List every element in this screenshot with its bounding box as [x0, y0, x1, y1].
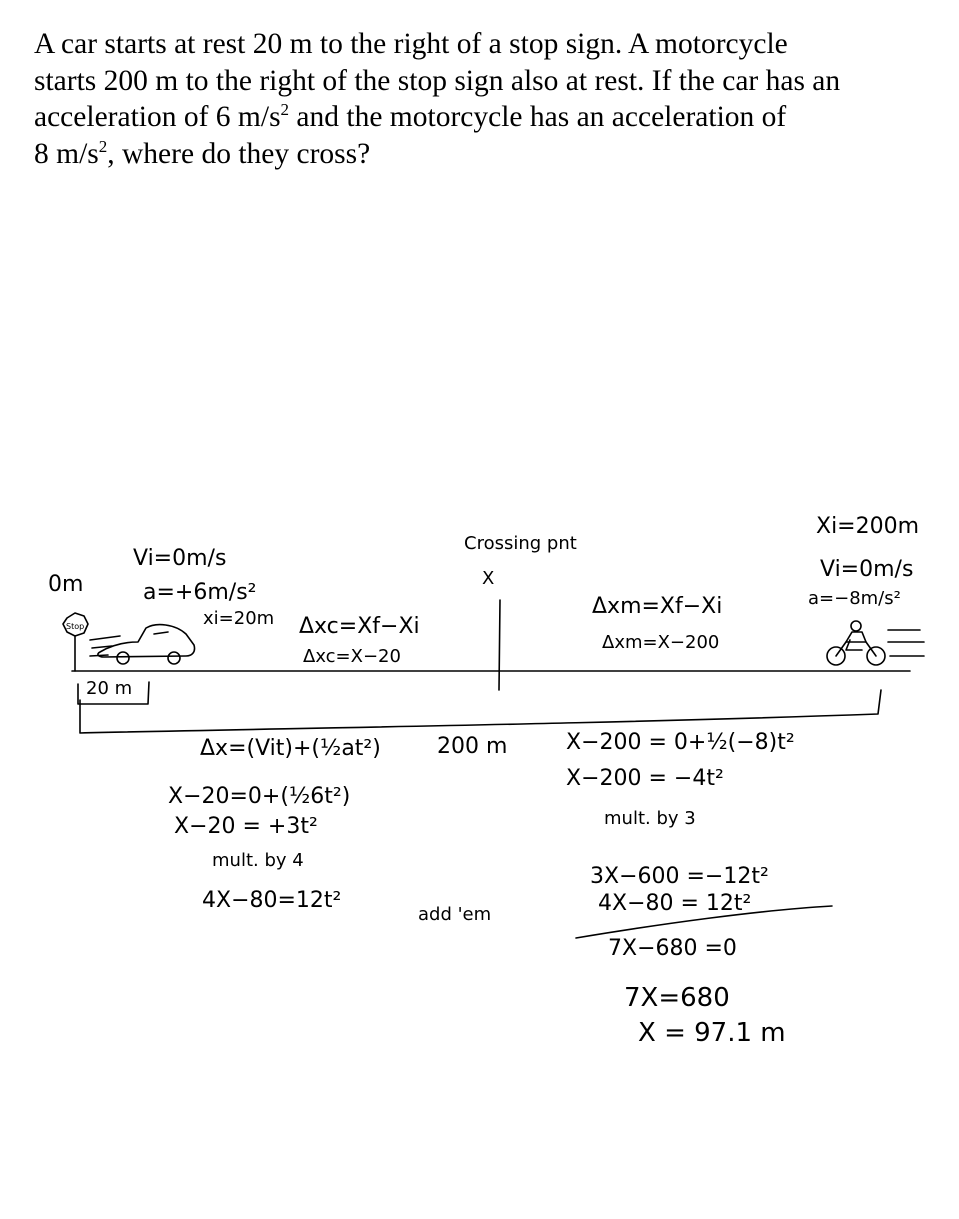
motorcycle-initial-velocity: Vi=0m/s	[820, 557, 914, 582]
car-multiply-note: mult. by 4	[212, 850, 304, 871]
motorcycle-equation-simplified: X−200 = −4t²	[566, 766, 724, 791]
problem-line-3-text: acceleration of 6 m/s	[34, 101, 281, 133]
total-span-label: 200 m	[437, 734, 508, 759]
car-acceleration: a=+6m/s²	[143, 580, 257, 605]
total-span-brace	[80, 690, 881, 733]
motorcycle-displacement: Δxm=X−200	[602, 632, 720, 653]
problem-line-1: A car starts at rest 20 m to the right of a stop sign. A motorcycle	[34, 28, 788, 60]
sum-equation: 7X−680 =0	[608, 936, 737, 961]
car-icon	[90, 625, 195, 664]
problem-line-4-text: 8 m/s	[34, 137, 99, 170]
motorcycle-multiply-note: mult. by 3	[604, 808, 696, 829]
crossing-point-marker	[499, 600, 500, 690]
car-equation-copy: 4X−80 = 12t²	[598, 891, 752, 916]
car-equation-scaled: 4X−80=12t²	[202, 888, 342, 913]
car-equation-substituted: X−20=0+(½6t²)	[168, 784, 351, 809]
problem-line-3-rest: and the motorcycle has an acceleration of	[289, 101, 787, 133]
origin-label: 0m	[48, 572, 84, 597]
car-equation-simplified: X−20 = +3t²	[174, 814, 318, 839]
stop-sign-text: Stop	[66, 622, 85, 631]
car-equation-general: Δx=(Vit)+(½at²)	[200, 736, 381, 761]
exponent: 2	[98, 136, 108, 156]
car-span-label: 20 m	[86, 678, 133, 699]
crossing-point-label: Crossing pnt	[464, 533, 577, 554]
car-initial-position: xi=20m	[203, 608, 275, 629]
car-displacement-definition: Δxc=Xf−Xi	[299, 614, 420, 639]
motorcycle-icon	[827, 621, 924, 665]
add-note: add 'em	[418, 904, 492, 925]
car-initial-velocity: Vi=0m/s	[133, 546, 227, 571]
motorcycle-equation-substituted: X−200 = 0+½(−8)t²	[566, 730, 795, 755]
solve-step: 7X=680	[624, 983, 730, 1013]
problem-line-2: starts 200 m to the right of the stop sign also at rest. If the car has an	[34, 64, 841, 97]
motorcycle-initial-position: Xi=200m	[816, 514, 920, 539]
motorcycle-acceleration: a=−8m/s²	[808, 588, 901, 609]
crossing-variable: X	[482, 568, 495, 589]
stop-sign-icon	[63, 613, 88, 671]
motorcycle-displacement-definition: Δxm=Xf−Xi	[592, 594, 723, 619]
motorcycle-equation-scaled: 3X−600 =−12t²	[590, 864, 769, 889]
exponent: 2	[280, 100, 290, 119]
final-answer: X = 97.1 m	[638, 1018, 786, 1048]
problem-line-4-rest: , where do they cross?	[107, 137, 371, 170]
car-displacement: Δxc=X−20	[303, 646, 401, 667]
